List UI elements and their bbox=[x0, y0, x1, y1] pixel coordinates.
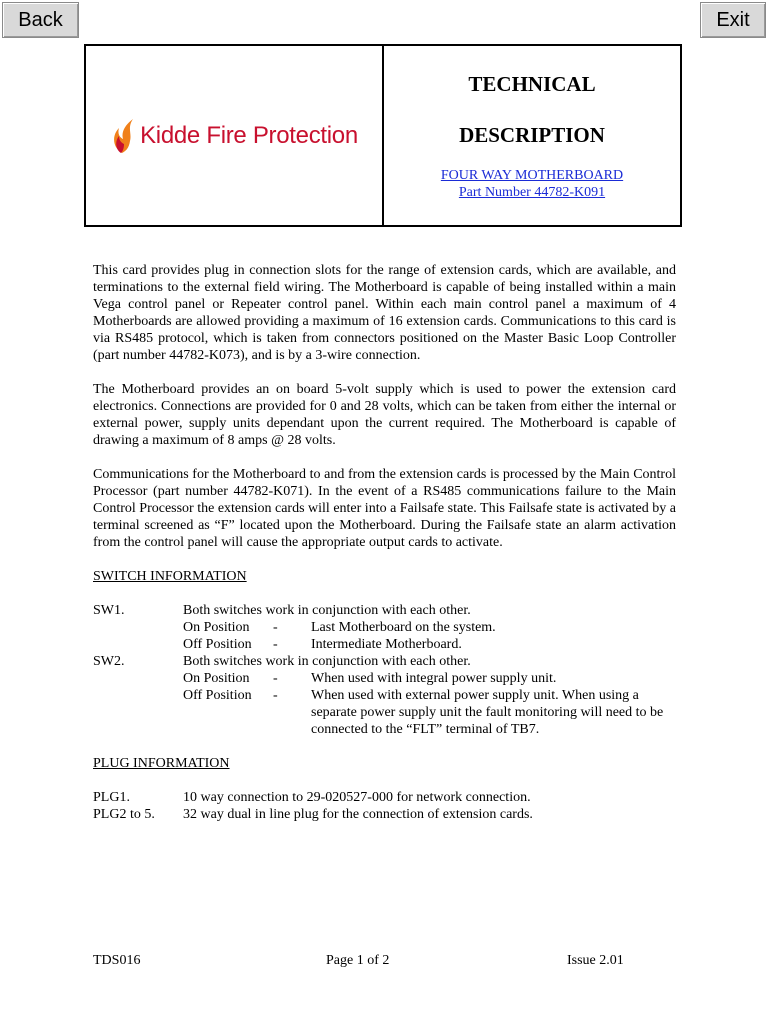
header-table bbox=[84, 44, 682, 227]
sw1-on-dash: - bbox=[273, 620, 278, 635]
part-number-link[interactable]: Part Number 44782-K091 bbox=[458, 185, 606, 200]
footer-page-number: Page 1 of 2 bbox=[326, 953, 390, 968]
switch-heading: SWITCH INFORMATION bbox=[93, 569, 247, 584]
sw1-row bbox=[93, 602, 676, 619]
sw1-off-label: Off Position bbox=[183, 637, 252, 652]
plug-heading: PLUG INFORMATION bbox=[93, 756, 230, 771]
sw1-off-desc: Intermediate Motherboard. bbox=[311, 637, 462, 652]
plg1-desc: 10 way connection to 29-020527-000 for network connection. bbox=[183, 790, 531, 805]
sw1-on-label: On Position bbox=[183, 620, 250, 635]
sw2-on-dash: - bbox=[273, 671, 278, 686]
sw2-on-label: On Position bbox=[183, 671, 250, 686]
plg1-row bbox=[93, 789, 676, 806]
sw1-label: SW1. bbox=[93, 603, 125, 618]
title-technical: TECHNICAL bbox=[468, 72, 596, 96]
sw2-off-dash: - bbox=[273, 688, 278, 703]
plg2-desc: 32 way dual in line plug for the connection of extension cards. bbox=[183, 807, 533, 822]
sw2-desc: Both switches work in conjunction with each other. bbox=[183, 654, 471, 669]
flame-icon bbox=[110, 117, 136, 155]
sw2-off-row bbox=[93, 687, 676, 738]
footer-issue: Issue 2.01 bbox=[567, 953, 624, 968]
sw1-on-row bbox=[93, 619, 676, 636]
communications-paragraph: Communications for the Motherboard to and from the extension cards is processed by the Main Control Processor (part number 44782-K071). In the event of a RS485 communications failure to the Main Control Processor the extension cards will enter into a Failsafe state. This Failsafe state is activated by a terminal screened as “F” located upon the Motherboard. During the Failsafe state an alarm activation from the control panel will cause the appropriate output cards to activate. bbox=[93, 467, 676, 550]
footer-doc-id: TDS016 bbox=[93, 953, 141, 968]
power-paragraph: The Motherboard provides an on board 5-volt supply which is used to power the extension card electronics. Connections are provided for 0 and 28 volts, which can be taken from either the internal or external power, supply units dependant upon the current required. The Motherboard is capable of drawing a maximum of 8 amps @ 28 volts. bbox=[93, 382, 676, 448]
product-link[interactable]: FOUR WAY MOTHERBOARD bbox=[440, 168, 624, 183]
sw2-off-desc: When used with external power supply unit. When using a separate power supply unit the fault monitoring will need to be connected to the “FLT” terminal of TB7. bbox=[311, 688, 664, 737]
sw2-label: SW2. bbox=[93, 654, 125, 669]
exit-button[interactable]: Exit bbox=[700, 2, 766, 38]
intro-paragraph: This card provides plug in connection slots for the range of extension cards, which are available, and terminations to the external field wiring. The Motherboard is capable of being installed within a main Vega control panel or Repeater control panel. Within each main control panel a maximum of 4 Motherboards are allowed providing a maximum of 16 extension cards. Communications to this card is via RS485 protocol, which is taken from connectors positioned on the Master Basic Loop Controller (part number 44782-K073), and is by a 3-wire connection. bbox=[93, 263, 676, 363]
sw2-off-label: Off Position bbox=[183, 688, 252, 703]
sw1-off-dash: - bbox=[273, 637, 278, 652]
sw2-on-row bbox=[93, 670, 676, 687]
logo-cell bbox=[86, 46, 384, 225]
sw1-on-desc: Last Motherboard on the system. bbox=[311, 620, 496, 635]
logo-text: Kidde Fire Protection bbox=[140, 121, 358, 149]
back-button[interactable]: Back bbox=[2, 2, 79, 38]
sw1-off-row bbox=[93, 636, 676, 653]
plg2-row bbox=[93, 806, 676, 823]
sw2-on-desc: When used with integral power supply unit. bbox=[311, 671, 557, 686]
title-cell bbox=[384, 46, 680, 225]
sw2-row bbox=[93, 653, 676, 670]
kidde-logo bbox=[110, 117, 358, 155]
document-body bbox=[93, 262, 676, 823]
title-description: DESCRIPTION bbox=[459, 123, 605, 147]
plg2-label: PLG2 to 5. bbox=[93, 807, 155, 822]
plg1-label: PLG1. bbox=[93, 790, 130, 805]
sw1-desc: Both switches work in conjunction with each other. bbox=[183, 603, 471, 618]
